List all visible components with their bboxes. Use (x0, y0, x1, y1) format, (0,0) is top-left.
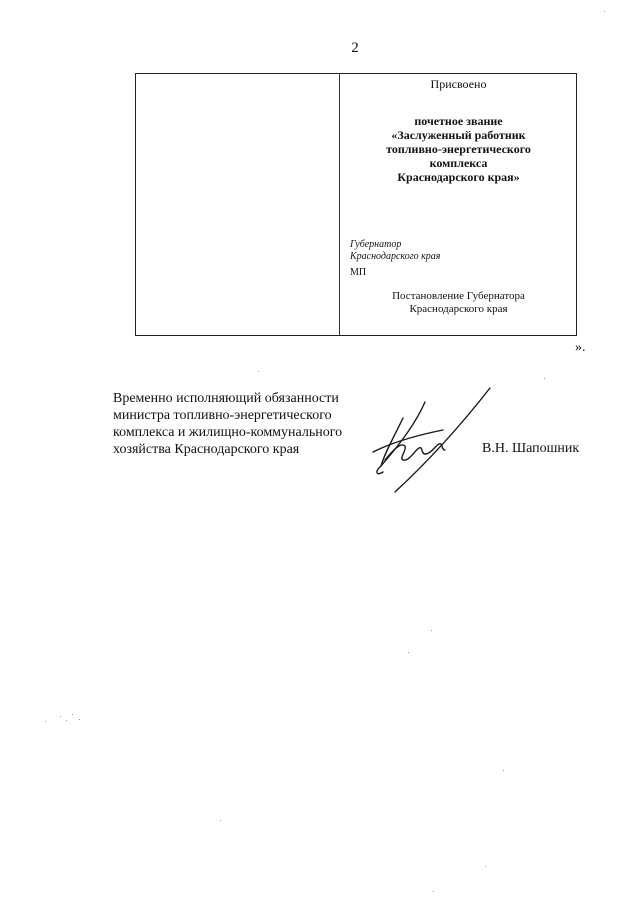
signer-name: В.Н. Шапошник (482, 441, 580, 456)
certificate-governor-line: Краснодарского края (350, 251, 441, 262)
scan-speck (431, 630, 432, 631)
scan-speck (604, 11, 605, 12)
certificate-decree-line: Краснодарского края (409, 303, 508, 315)
certificate-title-line: Краснодарского края» (397, 170, 520, 184)
scan-speck (258, 371, 259, 372)
certificate-assigned-label: Присвоено (430, 77, 487, 91)
signer-position-line: министра топливно-энергетического (113, 408, 332, 423)
certificate-governor-line: Губернатор (350, 239, 402, 250)
scan-speck (79, 719, 80, 720)
certificate-right-panel (340, 74, 577, 335)
certificate-decree-label (340, 290, 577, 316)
signer-position (113, 390, 342, 458)
scan-speck (408, 652, 409, 653)
handwritten-signature (355, 380, 505, 500)
scan-speck (60, 716, 61, 717)
scan-speck (45, 721, 46, 722)
scan-speck (66, 720, 67, 721)
certificate-governor-label (350, 239, 440, 263)
certificate-title-line: комплекса (429, 156, 488, 170)
certificate-seal-mark: МП (350, 267, 367, 278)
scan-speck (544, 378, 545, 379)
signer-position-line: Временно исполняющий обязанности (113, 391, 339, 406)
signer-position-line: хозяйства Краснодарского края (113, 442, 300, 457)
scan-speck (485, 866, 486, 867)
signer-position-line: комплекса и жилищно-коммунального (113, 425, 343, 440)
certificate-title-line: топливно-энергетического (386, 142, 531, 156)
scan-speck (433, 891, 434, 892)
certificate-title-line: «Заслуженный работник (391, 128, 526, 142)
certificate-title-line: почетное звание (414, 114, 503, 128)
scan-speck (72, 714, 73, 715)
certificate-form (135, 73, 577, 336)
certificate-decree-line: Постановление Губернатора (392, 290, 525, 302)
certificate-honorary-title (340, 114, 577, 184)
scan-speck (503, 770, 504, 771)
page-number: 2 (351, 40, 359, 56)
closing-quote: ». (575, 340, 586, 355)
scan-speck (220, 820, 221, 821)
